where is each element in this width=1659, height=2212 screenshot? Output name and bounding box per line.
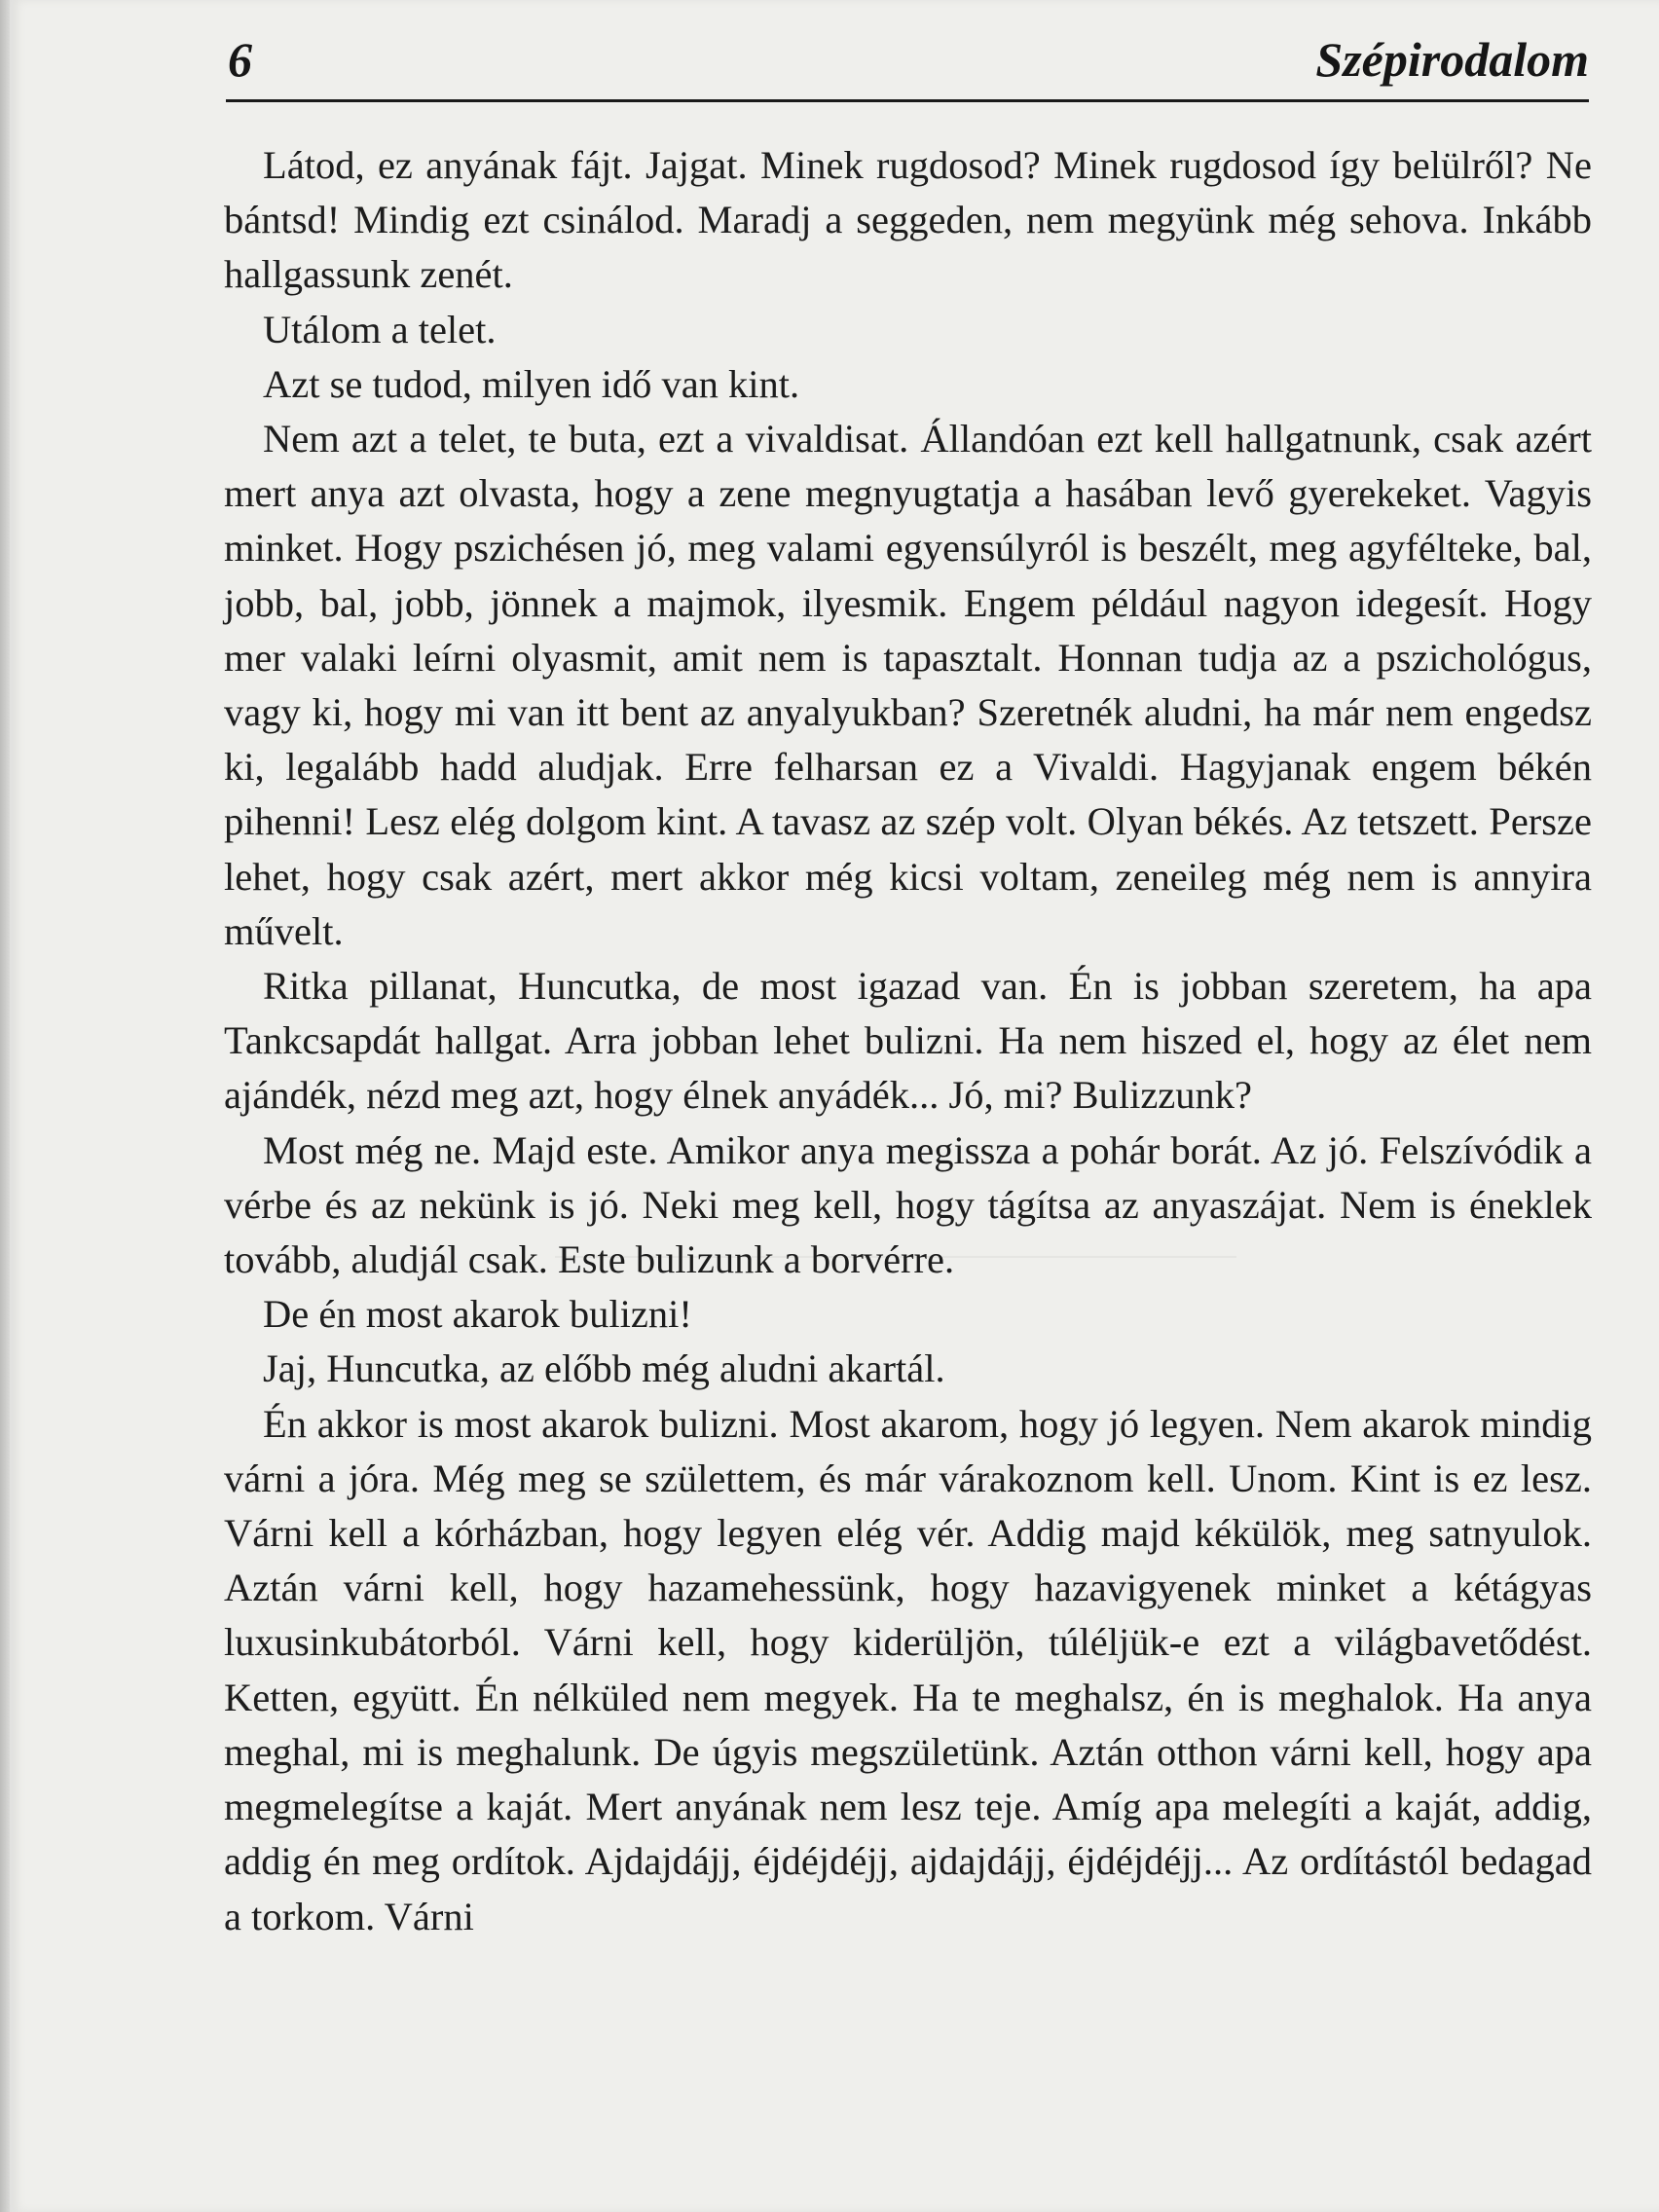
paragraph: Nem azt a telet, te buta, ezt a vivaldisat. Állandóan ezt kell hallgatnunk, csak azért mert anya azt olvasta, hogy a zene megnyugtatja a hasában levő gyerekeket. Vagyis minket. Hogy pszichésen jó, meg valami egyensúlyról is beszélt, meg agyfélteke, bal, jobb, bal, jobb, jönnek a majmok, ilyesmik. Engem például nagyon idegesít. Hogy mer valaki leírni olyasmit, amit nem is tapasztalt. Honnan tudja az a pszichológus, vagy ki, hogy mi van itt bent az anyalyukban? Szeretnék aludni, ha már nem engedsz ki, legalább hadd aludjak. Erre felharsan ez a Vivaldi. Hagyjanak engem békén pihenni! Lesz elég dolgom kint. A tavasz az szép volt. Olyan békés. Az tetszett. Persze lehet, hogy csak azért, mert akkor még kicsi voltam, zeneileg még nem is annyira művelt. <box>224 417 1592 953</box>
body-text <box>224 138 1592 1944</box>
paragraph: Jaj, Huncutka, az előbb még aludni akartál. <box>263 1346 945 1391</box>
paragraph: Látod, ez anyának fájt. Jajgat. Minek rugdosod? Minek rugdosod így belülről? Ne bántsd! Mindig ezt csinálod. Maradj a seggeden, nem megyünk még sehova. Inkább hallgassunk zenét. <box>224 143 1592 297</box>
paragraph: Azt se tudod, milyen idő van kint. <box>263 361 800 406</box>
page-header <box>226 21 1589 102</box>
page-number: 6 <box>228 32 252 87</box>
paragraph: Utálom a telet. <box>263 307 497 351</box>
paragraph: De én most akarok bulizni! <box>263 1292 692 1337</box>
paragraph: Most még ne. Majd este. Amikor anya megissza a pohár borát. Az jó. Felszívódik a vérbe és az nekünk is jó. Neki meg kell, hogy tágítsa az anyaszájat. Nem is éneklek tovább, aludjál csak. Este bulizunk a borvérre. <box>224 1127 1592 1282</box>
paragraph: Ritka pillanat, Huncutka, de most igazad van. Én is jobban szeretem, ha apa Tankcsapdát hallgat. Arra jobban lehet bulizni. Ha nem hiszed el, hogy az élet nem ajándék, nézd meg azt, hogy élnek anyádék... Jó, mi? Bulizzunk? <box>224 964 1592 1118</box>
paragraph: Én akkor is most akarok bulizni. Most akarom, hogy jó legyen. Nem akarok mindig várni a jóra. Még meg se születtem, és már várakoznom kell. Unom. Kint is ez lesz. Várni kell a kórházban, hogy legyen elég vér. Addig majd kékülök, meg satnyulok. Aztán várni kell, hogy hazamehessünk, hogy hazavigyenek minket a kétágyas luxusinkubátorból. Várni kell, hogy kiderüljön, túléljük-e ezt a világbavetődést. Ketten, együtt. Én nélküled nem megyek. Ha te meghalsz, én is meghalok. Ha anya meghal, mi is meghalunk. De úgyis megszületünk. Aztán otthon várni kell, hogy apa megmelegítse a kaját. Mert anyának nem lesz teje. Amíg apa melegíti a kaját, addig, addig én meg ordítok. Ajdajdájj, éjdéjdéjj, ajdajdájj, éjdéjdéjj... Az ordítástól bedagad a torkom. Várni <box>224 1401 1592 1938</box>
section-title: Szépirodalom <box>1315 32 1589 87</box>
